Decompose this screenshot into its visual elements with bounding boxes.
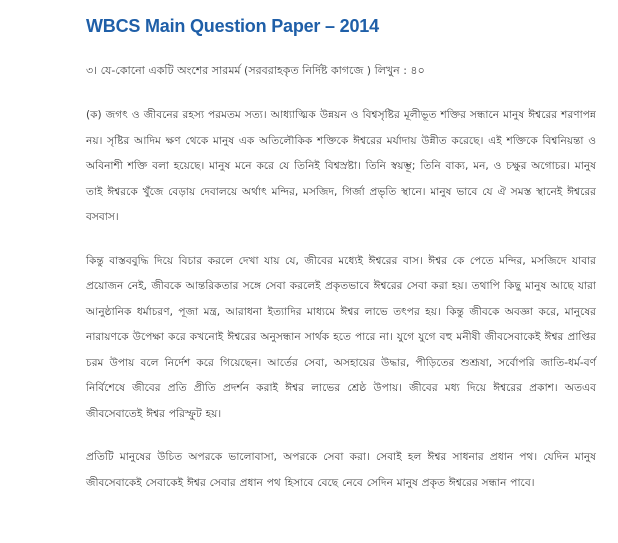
paragraph-3: প্রতিটি মানুষের উচিত অপরকে ভালোবাসা, অপরকে সেবা করা। সেবাই হল ঈশ্বর সাধনার প্রধান পথ। যেদিন মানুষ জীবসেবাকেই সেবাকেই ঈশ্বর সেবার প্রধান পথ হিসাবে বেছে নেবে সেদিন মানুষ প্রকৃত ঈশ্বরের সন্ধান পাবে। [86, 451, 596, 489]
page-title: WBCS Main Question Paper – 2014 [86, 16, 379, 36]
paragraph-2: কিন্তু বাস্তববুদ্ধি দিয়ে বিচার করলে দেখা যায় যে, জীবের মধ্যেই ঈশ্বরের বাস। ঈশ্বর কে পেতে মন্দির, মসজিদে যাবার প্রয়োজন নেই, জীবকে আন্তরিকতার সঙ্গে সেবা করলেই প্রকৃতভাবে ঈশ্বরের সেবা করা হয়। তথাপি কিছু মানুষ আছে যারা আনুষ্ঠানিক ধর্মাচরণ, পূজা মন্ত্র, আরাধনা ইত্যাদির মাধ্যমে ঈশ্বর লাভে তৎপর হয়। কিন্তু জীবকে অবজ্ঞা করে, মানুষের নারায়ণকে উপেক্ষা করে কখনোই ঈশ্বরের অনুসন্ধান সার্থক হতে পারে না। যুগে যুগে বহু মনীষী জীবসেবাকেই ঈশ্বর প্রাপ্তির চরম উপায় বলে নির্দেশ করে গিয়েছেন। আর্তের সেবা, অসহায়ের উদ্ধার, পীড়িতের শুশ্রূষা, সর্বোপরি জাতি-ধর্ম-বর্ণ নির্বিশেষে জীবের প্রতি প্রীতি প্রদর্শন করাই ঈশ্বর লাভের শ্রেষ্ঠ উপায়। জীবের মধ্য দিয়ে ঈশ্বরের প্রকাশ। অতএব জীবসেবাতেই ঈশ্বর পরিস্ফুট হয়। [86, 254, 596, 420]
question-instruction: ৩। যে-কোনো একটি অংশের সারমর্ম (সরবরাহকৃত নির্দিষ্ট কাগজে ) লিখুন : ৪০ [86, 64, 425, 77]
paragraph-1: (ক) জগৎ ও জীবনের রহস্য পরমতম সত্য। আধ্যাত্মিক উন্নয়ন ও বিশ্বসৃষ্টির মূলীভূত শক্তির সন্ধানে মানুষ ঈশ্বরের শরণাপন্ন নয়। সৃষ্টির আদিম ক্ষণ থেকে মানুষ এক অতিলৌকিক শক্তিকে ঈশ্বরের মর্যাদায় উন্নীত করেছে। এই শক্তিকে বিশ্বনিয়ন্তা ও অবিনাশী শক্তি বলা হয়েছে। মানুষ মনে করে যে তিনিই বিশ্বস্রষ্টা। তিনি স্বয়ম্ভূ; তিনি বাক্য, মন, ও চক্ষুর অগোচর। মানুষ তাই ঈশ্বরকে খুঁজে বেড়ায় দেবালয়ে অর্থাৎ মন্দির, মসজিদ, গির্জা প্রভৃতি স্থানে। মানুষ ভাবে যে ঐ সমস্ত স্থানেই ঈশ্বরের বসবাস। [86, 109, 596, 223]
